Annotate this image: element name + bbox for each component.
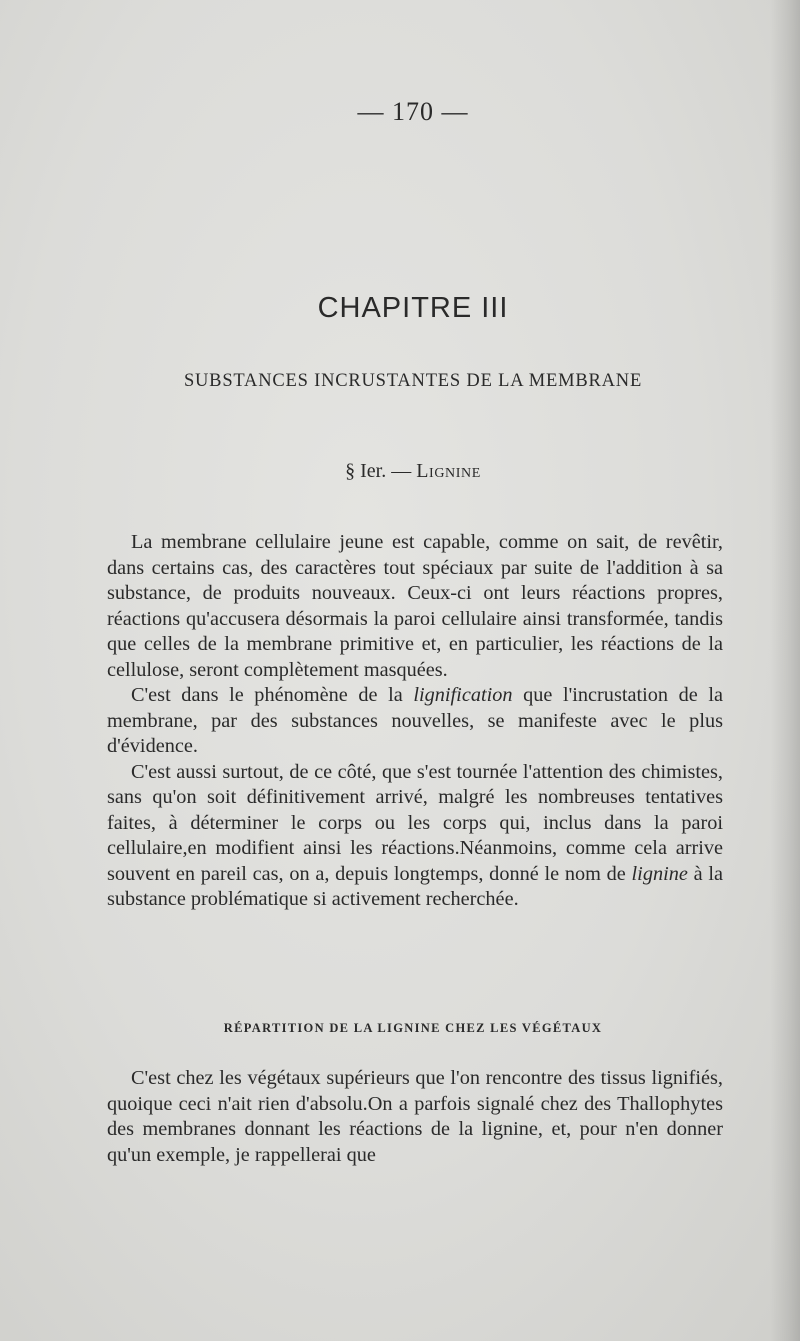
paragraph <box>107 683 723 760</box>
chapter-subtitle: SUBSTANCES INCRUSTANTES DE LA MEMBRANE <box>183 371 643 391</box>
section-marker: § Ier. — <box>345 460 417 482</box>
paragraph: C'est chez les végétaux supérieurs que l'on rencontre des tissus lignifiés, quoique ceci n'ait rien d'absolu.On a parfois signalé chez des Thallophytes des membranes donnant les réactions de la lignine, et, pour n'en donner qu'un exemple, je rappellerai que <box>107 1067 723 1166</box>
page-edge-shadow <box>770 0 800 1341</box>
section-heading <box>0 460 800 483</box>
paragraph <box>107 760 723 913</box>
paragraph-text: C'est dans le phénomène de la <box>131 684 414 706</box>
body-text-section-2 <box>107 1066 723 1168</box>
italic-term: lignine <box>631 862 688 885</box>
body-text-section-1 <box>107 530 723 913</box>
subheading: RÉPARTITION DE LA LIGNINE CHEZ LES VÉGÉTAUX <box>223 1021 603 1035</box>
section-title: Lignine <box>416 460 481 482</box>
paragraph-text: à la substance problématique si activement recherchée. <box>107 862 723 910</box>
chapter-title: CHAPITRE III <box>317 292 509 324</box>
italic-term: lignification <box>413 684 513 706</box>
paragraph-text: C'est aussi surtout, de ce côté, que s'est tournée l'attention des chimistes, sans qu'on soit définitivement arrivé, malgré les nombreuses tentatives faites, à déterminer le corps ou les corps qui, inclus dans la paroi cellulaire,en modifient ainsi les réactions.Néanmoins, comme cela arrive souvent en pareil cas, on a, depuis longtemps, donné le nom de <box>107 760 723 885</box>
paragraph: La membrane cellulaire jeune est capable, comme on sait, de revêtir, dans certains cas, des caractères tout spéciaux par suite de l'addition à sa substance, de produits nouveaux. Ceux-ci ont leurs réactions propres, réactions qu'accusera désormais la paroi cellulaire ainsi transformée, tandis que celles de la membrane primitive et, en particulier, les réactions de la cellulose, seront complètement masquées. <box>107 531 723 681</box>
paragraph-text: que l'incrustation de la membrane, par des substances nouvelles, se manifeste avec le plus d'évidence. <box>107 684 723 757</box>
page-number: — 170 — <box>357 97 469 126</box>
